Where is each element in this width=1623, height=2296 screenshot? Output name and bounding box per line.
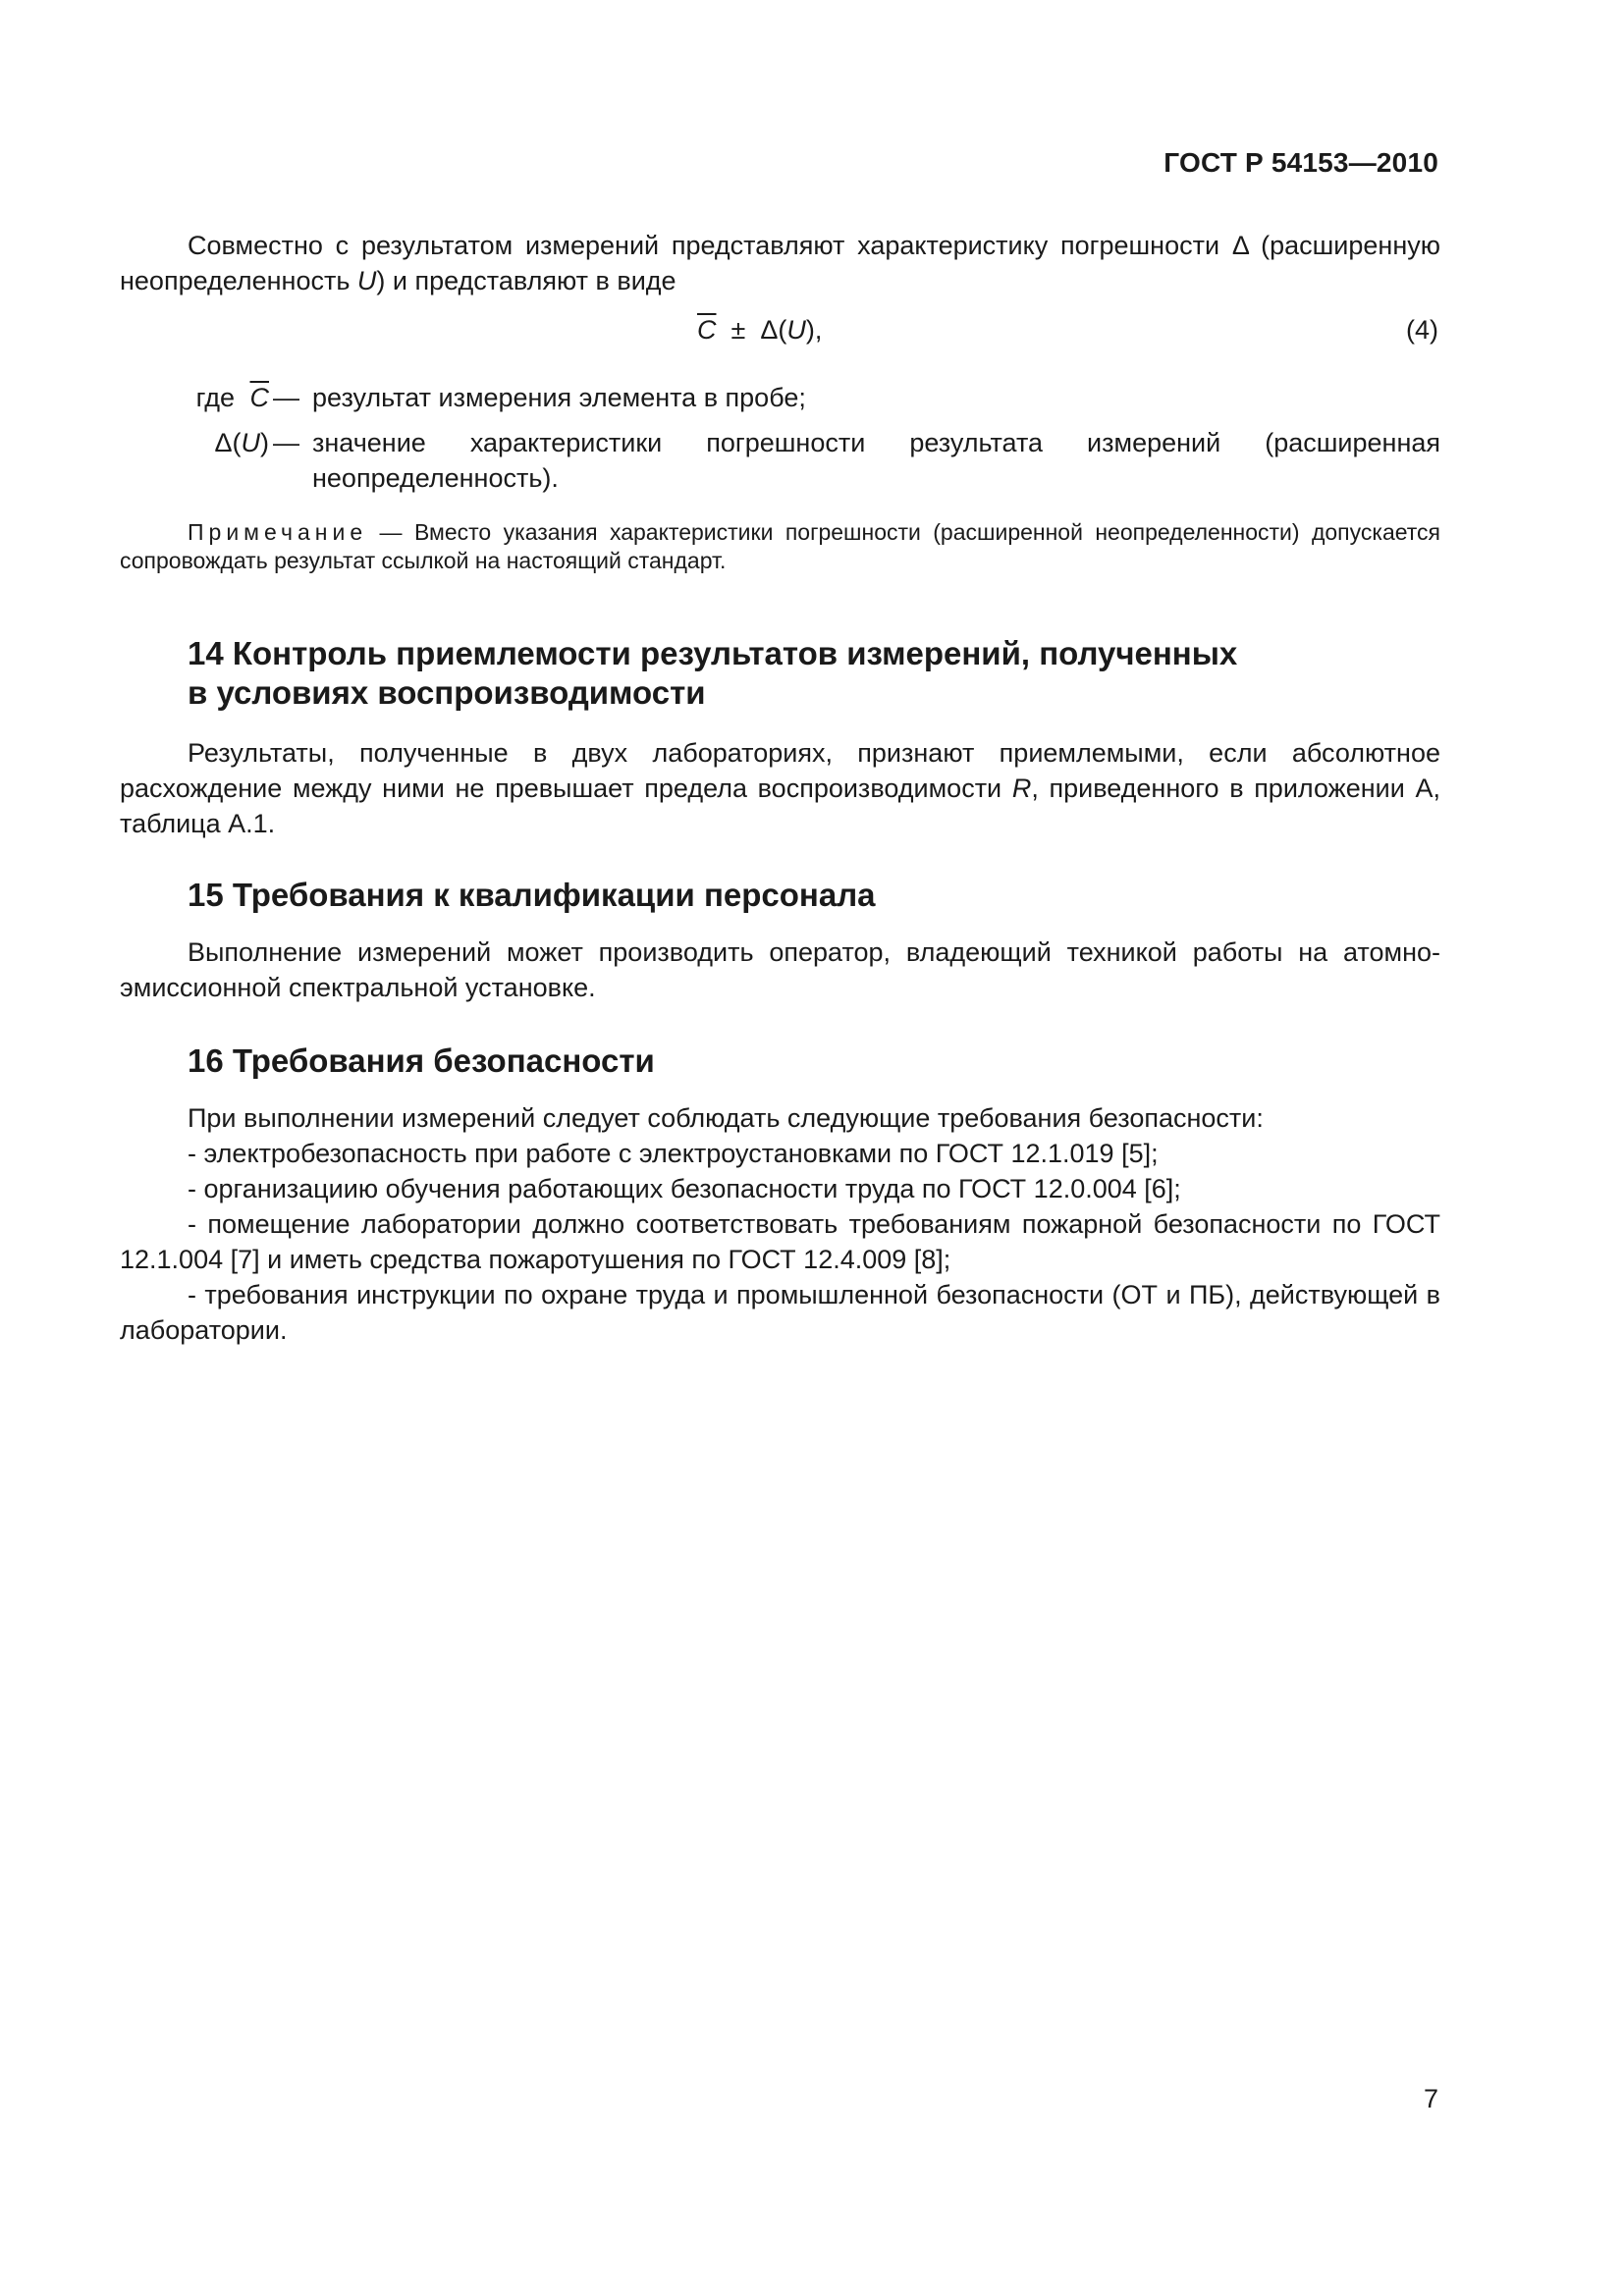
section-14-body-a: Результаты, полученные в двух лабораториях, признают приемлемыми, если абсолютное расхождение между ними не превышает предела воспроизводимости — [120, 738, 1440, 803]
section-14-title-line2: в условиях воспроизводимости — [188, 674, 706, 711]
section-16-item-3: - помещение лаборатории должно соответствовать требованиям пожарной безопасности по ГОСТ 12.1.004 [7] и иметь средства пожаротушения по ГОСТ 12.4.009 [8]; — [120, 1209, 1440, 1274]
where-dash-c: — — [273, 383, 299, 412]
where-text-c: результат измерения элемента в пробе; — [312, 383, 806, 412]
where-dash-u: — — [273, 428, 299, 457]
section-14-body-r: R — [1011, 774, 1032, 803]
section-15-title: 15 Требования к квалификации персонала — [188, 877, 876, 913]
where-symbol-c — [120, 380, 273, 415]
section-15-body: Выполнение измерений может производить оператор, владеющий техникой работы на атомно-эмиссионной спектральной установке. — [120, 937, 1440, 1002]
formula-rest-a: ± Δ( — [716, 315, 787, 345]
formula-rest-u: U — [786, 315, 806, 345]
intro-text-b: ) и представляют в виде — [376, 266, 676, 295]
intro-text-u: U — [356, 266, 377, 295]
intro-text-a: Совместно с результатом измерений представляют характеристику погрешности Δ (расширенную неопределенность — [120, 231, 1440, 295]
intro-paragraph — [120, 228, 1440, 298]
where-u-symbol-u: U — [241, 428, 260, 457]
where-u-symbol-a: Δ( — [214, 428, 242, 457]
section-14-title-line1: 14 Контроль приемлемости результатов измерений, полученных — [188, 635, 1238, 671]
where-text-u: значение характеристики погрешности результата измерений (расширенная неопределенность). — [312, 428, 1440, 493]
section-16-item-4: - требования инструкции по охране труда и промышленной безопасности (ОТ и ПБ), действующей в лаборатории. — [120, 1280, 1440, 1345]
note-paragraph — [120, 518, 1440, 575]
formula — [697, 312, 822, 347]
section-14-body-b: , приведенного в приложении А, таблица А.1. — [120, 774, 1440, 838]
section-16-intro: При выполнении измерений следует соблюдать следующие требования безопасности: — [188, 1103, 1264, 1133]
section-14-body — [120, 735, 1440, 841]
note-text: — Вместо указания характеристики погрешности (расширенной неопределенности) допускается сопровождать результат ссылкой на настоящий стандарт. — [120, 519, 1440, 573]
section-16-title: 16 Требования безопасности — [188, 1042, 655, 1079]
section-16-item-1: - электробезопасность при работе с электроустановками по ГОСТ 12.1.019 [5]; — [188, 1139, 1159, 1168]
section-16-item-2: - организациию обучения работающих безопасности труда по ГОСТ 12.0.004 [6]; — [188, 1174, 1181, 1203]
where-symbol-u — [120, 425, 273, 496]
formula-c-symbol: $\overline{C}$ — [697, 315, 717, 345]
formula-rest-b: ), — [805, 315, 823, 345]
where-u-symbol-b: ) — [260, 428, 269, 457]
where-row-u — [120, 425, 1440, 496]
where-row-c — [120, 380, 1440, 415]
page-number: 7 — [1423, 2084, 1438, 2113]
where-c-symbol: $\overline{C}$ — [249, 383, 269, 412]
note-label: Примечание — [188, 519, 368, 545]
formula-number: (4) — [1406, 315, 1438, 345]
document-code: ГОСТ Р 54153—2010 — [1163, 147, 1438, 178]
where-lead: где — [195, 383, 235, 412]
